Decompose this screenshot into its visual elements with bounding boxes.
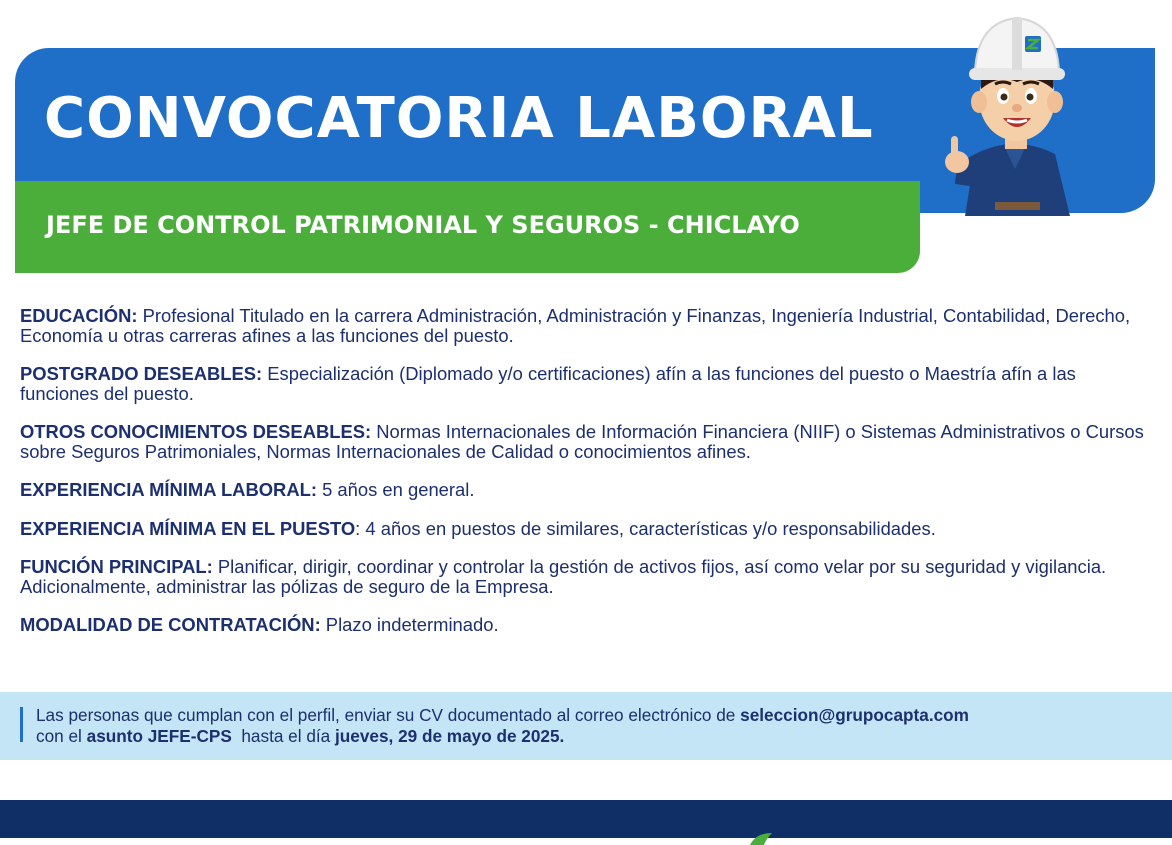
requirement-label: EXPERIENCIA MÍNIMA EN EL PUESTO	[20, 517, 356, 539]
worker-mascot-illustration	[935, 4, 1095, 216]
requirement-education	[20, 306, 1155, 345]
job-title: JEFE DE CONTROL PATRIMONIAL Y SEGUROS - CHICLAYO	[46, 211, 800, 239]
requirement-postgraduate	[20, 364, 1155, 403]
requirement-label: EXPERIENCIA MÍNIMA LABORAL:	[20, 479, 317, 500]
requirement-main-function	[20, 557, 1155, 596]
requirement-text: Planificar, dirigir, coordinar y controlar la gestión de activos fijos, así como velar por su seguridad y vigilancia. Adicionalmente, administrar las pólizas de seguro de la Empresa.	[20, 556, 1107, 597]
deadline-date: jueves, 29 de mayo de 2025.	[335, 726, 565, 746]
requirement-label: FUNCIÓN PRINCIPAL:	[20, 556, 213, 577]
requirement-label: MODALIDAD DE CONTRATACIÓN:	[20, 614, 321, 635]
requirement-text: Especialización (Diplomado y/o certificaciones) afín a las funciones del puesto o Maestría afín a las funciones del puesto.	[20, 363, 1076, 404]
requirement-text: Plazo indeterminado.	[320, 614, 499, 635]
requirement-text: : 4 años en puestos de similares, características y/o responsabilidades.	[355, 517, 936, 539]
notice-text-part: con el	[36, 726, 87, 746]
company-logo-icon	[1025, 36, 1041, 52]
requirement-text: Normas Internacionales de Información Financiera (NIIF) o Sistemas Administrativos o Cursos sobre Seguros Patrimoniales, Normas Internacionales de Calidad o conocimientos afines.	[20, 421, 1144, 462]
leaf-logo-icon	[748, 831, 778, 845]
application-notice	[0, 692, 1172, 760]
notice-text	[36, 705, 1161, 747]
requirement-position-experience	[20, 519, 1155, 539]
requirement-label: POSTGRADO DESEABLES:	[20, 363, 263, 384]
requirement-work-experience	[20, 480, 1155, 500]
requirement-text: Profesional Titulado en la carrera Administración, Administración y Finanzas, Ingeniería Industrial, Contabilidad, Derecho, Economía u otras carreras afines a las funciones del puesto.	[20, 305, 1131, 346]
footer-bar	[0, 800, 1172, 838]
notice-text-part: Las personas que cumplan con el perfil, enviar su CV documentado al correo electrónico de	[36, 705, 741, 725]
contact-email[interactable]: seleccion@grupocapta.com	[740, 705, 969, 725]
requirements-list	[20, 306, 1155, 654]
requirement-label: EDUCACIÓN:	[20, 305, 138, 326]
notice-accent-bar	[20, 707, 23, 742]
requirement-text: 5 años en general.	[316, 479, 475, 500]
email-subject: asunto JEFE-CPS	[86, 726, 232, 746]
requirement-other-knowledge	[20, 422, 1155, 461]
requirement-label: OTROS CONOCIMIENTOS DESEABLES:	[20, 421, 372, 442]
notice-text-part: hasta el día	[231, 726, 336, 746]
requirement-contract-type	[20, 615, 1155, 635]
page-title: CONVOCATORIA LABORAL	[44, 86, 874, 151]
